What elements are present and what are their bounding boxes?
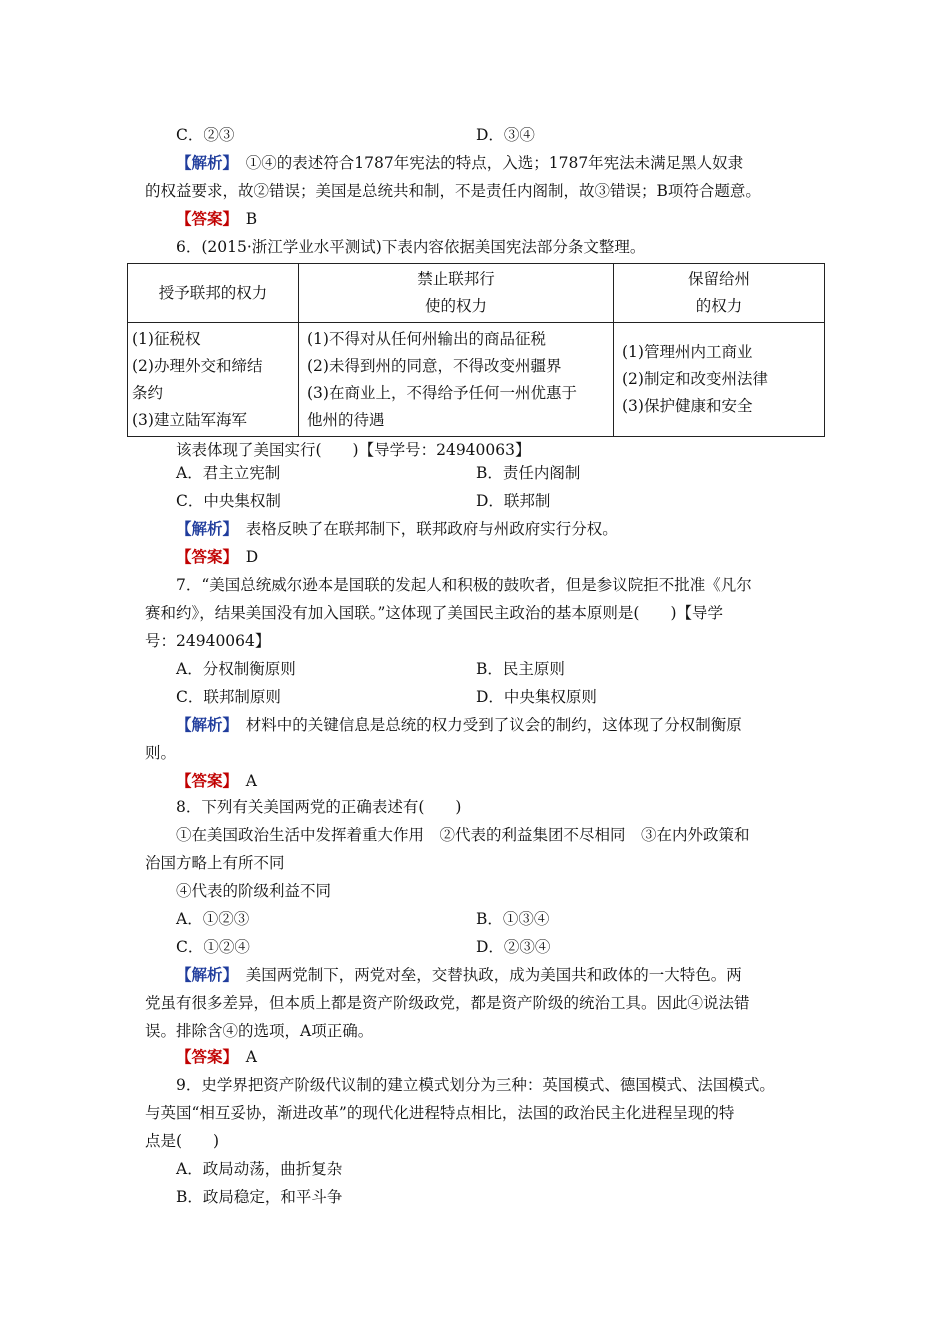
q8-option-b: B．①③④ [476, 910, 550, 928]
analysis-text: ①④的表述符合1787年宪法的特点，入选；1787年宪法未满足黑人奴隶 [245, 154, 744, 172]
table-cell-prohibited-powers: (1)不得对从任何州输出的商品征税 (2)未得到州的同意，不得改变州疆界 (3)在商业上，不得给予任何一州优惠于 他州的待遇 [299, 323, 614, 437]
q5-option-d: D．③④ [476, 126, 535, 144]
q9-option-b: B．政局稳定，和平斗争 [176, 1188, 343, 1206]
q7-analysis-cont: 则。 [145, 744, 177, 762]
analysis-text: 材料中的关键信息是总统的权力受到了议会的制约，这体现了分权制衡原 [245, 716, 742, 734]
q5-analysis-cont: 的权益要求，故②错误；美国是总统共和制，不是责任内阁制，故③错误；B项符合题意。 [145, 182, 761, 200]
table-header-1: 授予联邦的权力 [128, 264, 299, 323]
q7-option-b: B．民主原则 [476, 660, 565, 678]
answer-value: A [245, 1048, 257, 1066]
table-cell-federal-powers: (1)征税权 (2)办理外交和缔结 条约 (3)建立陆军海军 [128, 323, 299, 437]
constitution-table [127, 263, 825, 437]
q9-stem-cont: 点是( ) [145, 1132, 220, 1150]
q8-stem: 8．下列有关美国两党的正确表述有( ) [176, 798, 462, 816]
answer-value: D [245, 548, 259, 566]
q7-option-a: A．分权制衡原则 [176, 660, 296, 678]
q8-analysis [176, 965, 742, 985]
answer-label: 【答案】 [176, 547, 231, 566]
q8-option-c: C．①②④ [176, 938, 250, 956]
q6-analysis [176, 519, 618, 539]
answer-value: A [245, 772, 257, 790]
analysis-label: 【解析】 [176, 519, 231, 538]
q8-items-cont: 治国方略上有所不同 [145, 854, 285, 872]
q7-analysis [176, 715, 742, 735]
q6-option-d: D．联邦制 [476, 492, 551, 510]
answer-value: B [245, 210, 258, 228]
q7-option-d: D．中央集权原则 [476, 688, 597, 706]
q8-answer [176, 1047, 257, 1067]
q5-analysis [176, 153, 743, 173]
q5-answer [176, 209, 257, 229]
q6-option-c: C．中央集权制 [176, 492, 281, 510]
q8-item-4: ④代表的阶级利益不同 [176, 882, 332, 900]
q8-analysis-cont: 党虽有很多差异，但本质上都是资产阶级政党，都是资产阶级的统治工具。因此④说法错 [145, 994, 750, 1012]
q6-option-a: A．君主立宪制 [176, 464, 281, 482]
q8-items: ①在美国政治生活中发挥着重大作用 ②代表的利益集团不尽相同 ③在内外政策和 [176, 826, 750, 844]
analysis-label: 【解析】 [176, 965, 231, 984]
analysis-text: 美国两党制下，两党对垒，交替执政，成为美国共和政体的一大特色。两 [245, 966, 742, 984]
q9-stem-cont: 与英国“相互妥协，渐进改革”的现代化进程特点相比，法国的政治民主化进程呈现的特 [145, 1104, 735, 1122]
q9-stem: 9．史学界把资产阶级代议制的建立模式划分为三种：英国模式、德国模式、法国模式。 [176, 1076, 775, 1094]
table-header-3: 保留给州 的权力 [614, 264, 825, 323]
q7-option-c: C．联邦制原则 [176, 688, 281, 706]
analysis-text: 表格反映了在联邦制下，联邦政府与州政府实行分权。 [245, 520, 618, 538]
q7-stem-cont: 号：24940064】 [145, 632, 271, 650]
answer-label: 【答案】 [176, 209, 231, 228]
q8-option-a: A．①②③ [176, 910, 250, 928]
q9-option-a: A．政局动荡，曲折复杂 [176, 1160, 343, 1178]
q7-stem-cont: 赛和约》，结果美国没有加入国联。”这体现了美国民主政治的基本原则是( )【导学 [145, 604, 724, 622]
q6-stem: 6．(2015·浙江学业水平测试)下表内容依据美国宪法部分条文整理。 [176, 238, 646, 256]
q7-answer [176, 771, 257, 791]
answer-label: 【答案】 [176, 1047, 231, 1066]
q6-option-b: B．责任内阁制 [476, 464, 581, 482]
q8-option-d: D．②③④ [476, 938, 551, 956]
q6-question: 该表体现了美国实行( )【导学号：24940063】 [176, 441, 531, 459]
q5-option-c: C．②③ [176, 126, 235, 144]
table-header-2: 禁止联邦行 使的权力 [299, 264, 614, 323]
analysis-label: 【解析】 [176, 715, 231, 734]
answer-label: 【答案】 [176, 771, 231, 790]
q7-stem: 7．“美国总统威尔逊本是国联的发起人和积极的鼓吹者，但是参议院拒不批准《凡尔 [176, 576, 752, 594]
q8-analysis-cont: 误。排除含④的选项，A项正确。 [145, 1022, 374, 1040]
analysis-label: 【解析】 [176, 153, 231, 172]
table-cell-state-powers: (1)管理州内工商业 (2)制定和改变州法律 (3)保护健康和安全 [614, 323, 825, 437]
q6-answer [176, 547, 258, 567]
